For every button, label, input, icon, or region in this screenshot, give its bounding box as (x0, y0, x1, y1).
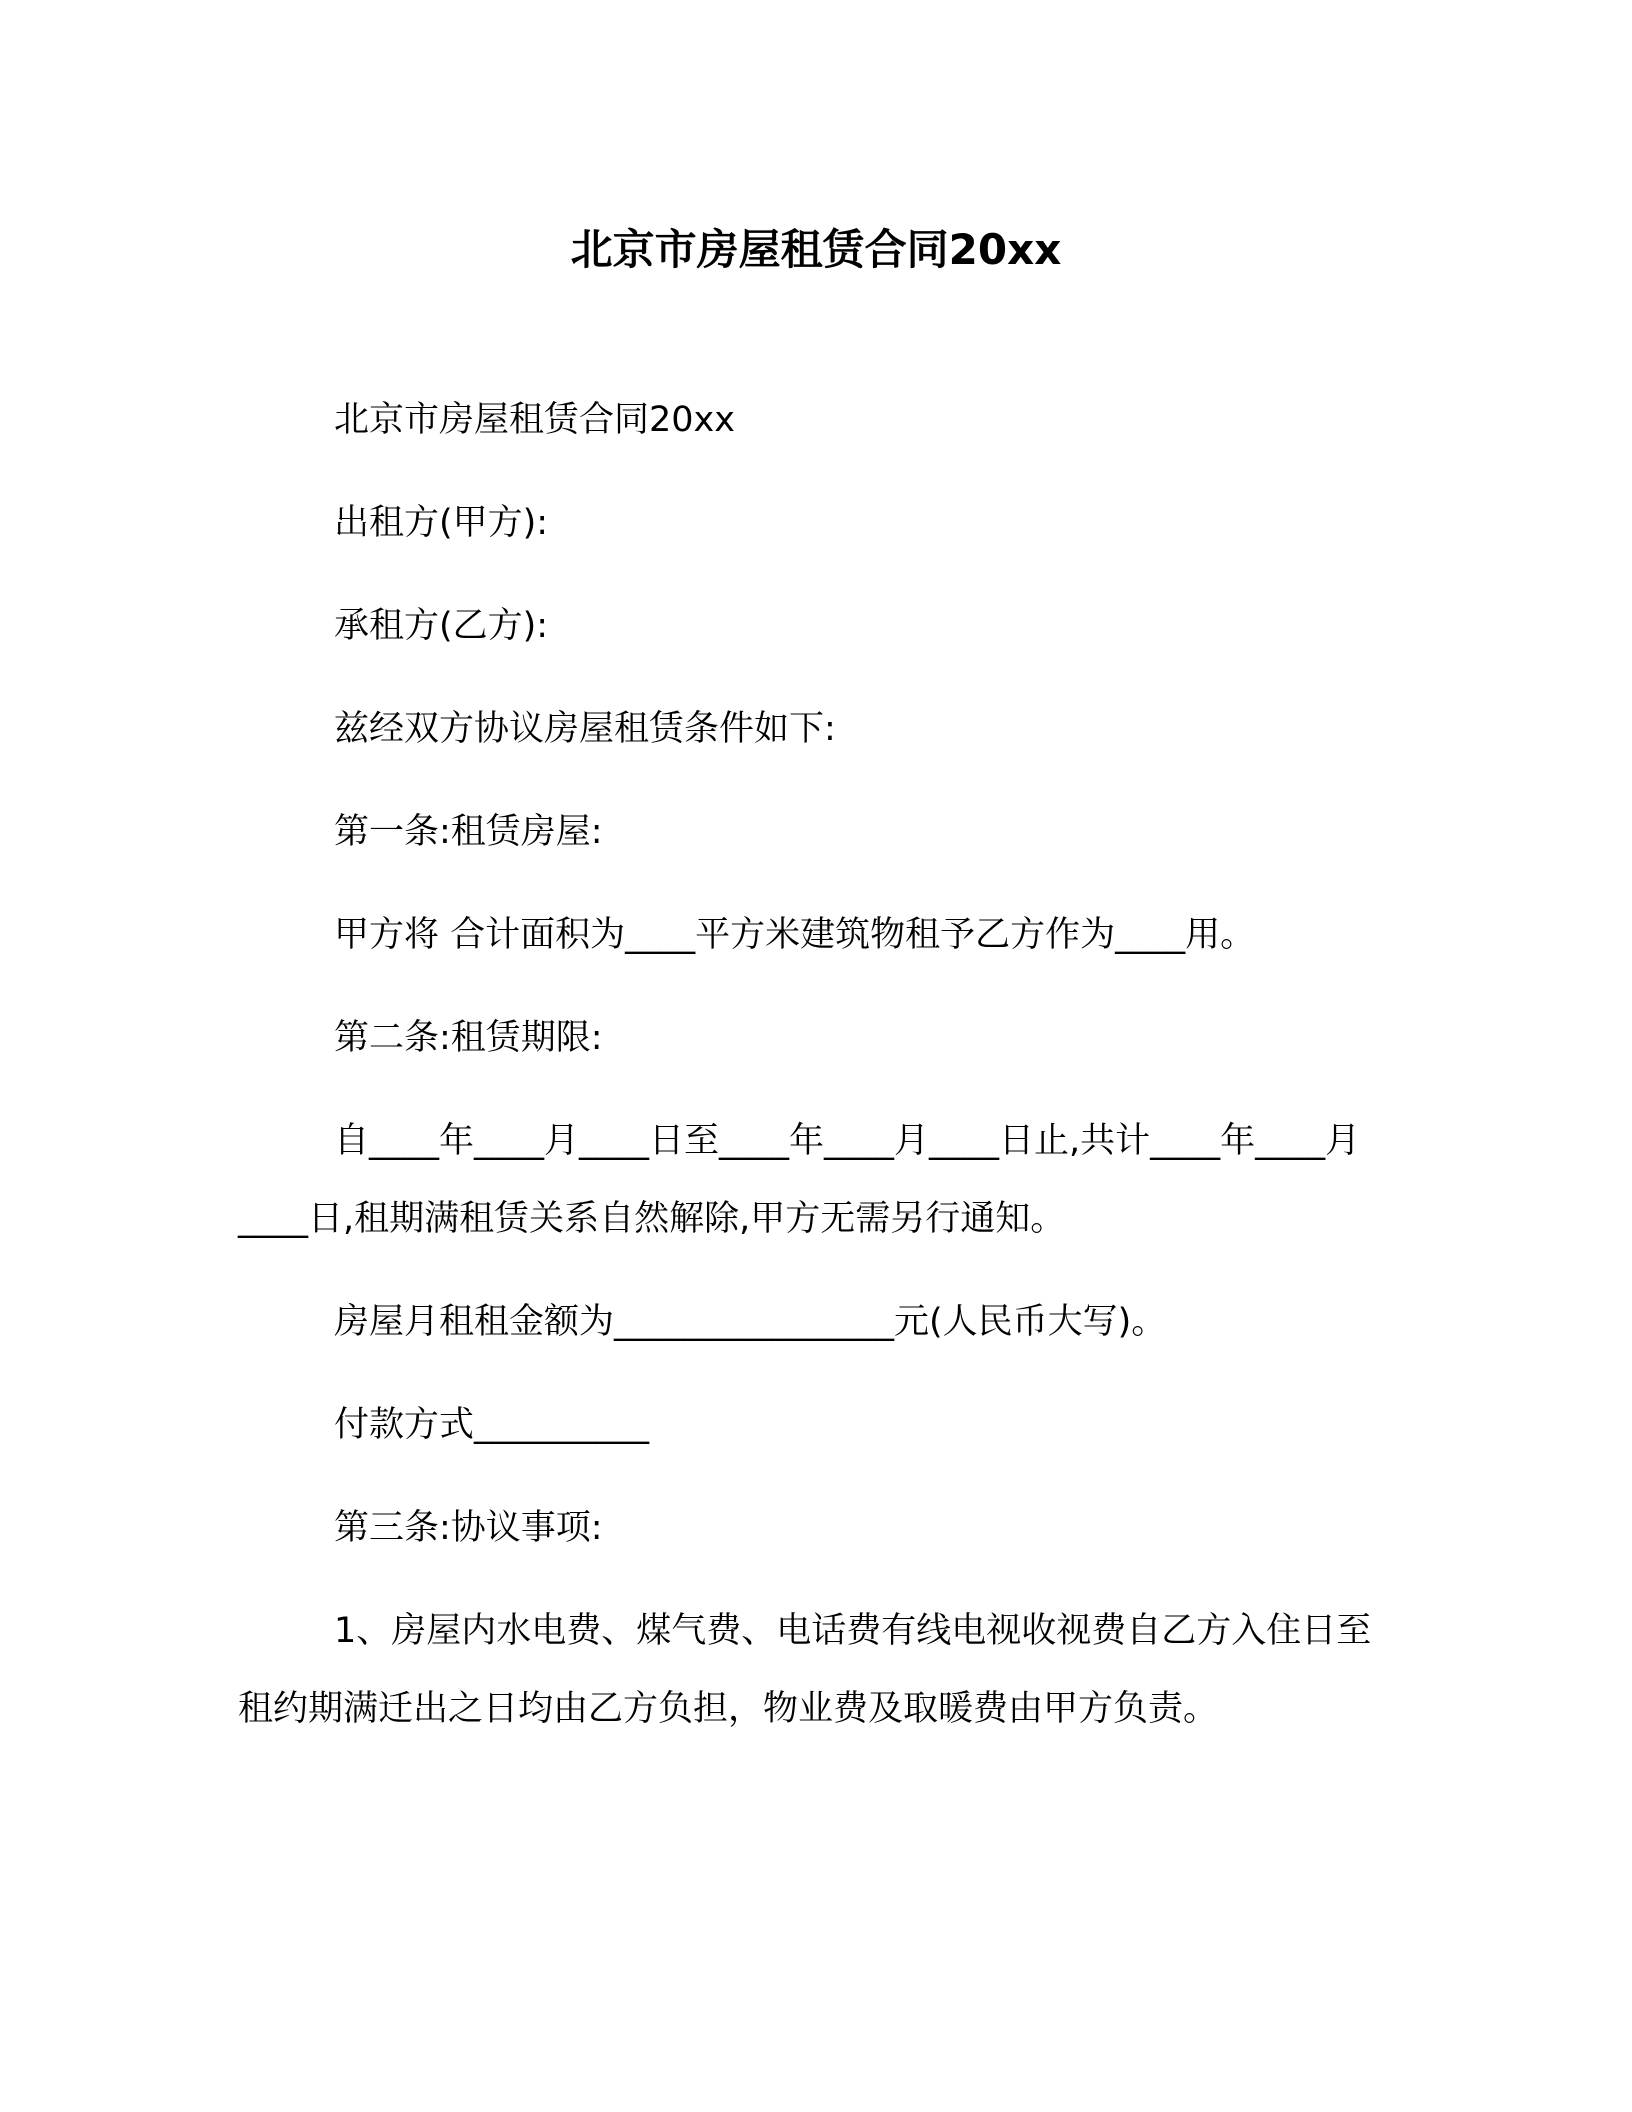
paragraph-agreement-intro: 兹经双方协议房屋租赁条件如下: (334, 709, 836, 749)
paragraph-article-1-heading: 第一条:租赁房屋: (334, 812, 603, 852)
document-title: 北京市房屋租赁合同20xx (570, 225, 1062, 274)
paragraph-article-1-body: 甲方将 合计面积为____平方米建筑物租予乙方作为____用。 (334, 915, 1256, 955)
paragraph-monthly-rent: 房屋月租租金额为________________元(人民币大写)。 (334, 1302, 1167, 1342)
paragraph-article-3-heading: 第三条:协议事项: (334, 1508, 603, 1548)
paragraph-payment-method: 付款方式__________ (334, 1405, 650, 1445)
paragraph-lessee: 承租方(乙方): (334, 606, 549, 646)
paragraph-subtitle: 北京市房屋租赁合同20xx (334, 400, 735, 440)
paragraph-article-2-heading: 第二条:租赁期限: (334, 1018, 603, 1058)
paragraph-utilities: 1、房屋内水电费、煤气费、电话费有线电视收视费自乙方入住日至租约期满迁出之日均由乙方负担，物业费及取暖费由甲方负责。 (238, 1611, 1372, 1729)
paragraph-lessor: 出租方(甲方): (334, 503, 549, 543)
paragraph-lease-term: 自____年____月____日至____年____月____日止,共计____年____月____日,租期满租赁关系自然解除,甲方无需另行通知。 (238, 1121, 1361, 1239)
